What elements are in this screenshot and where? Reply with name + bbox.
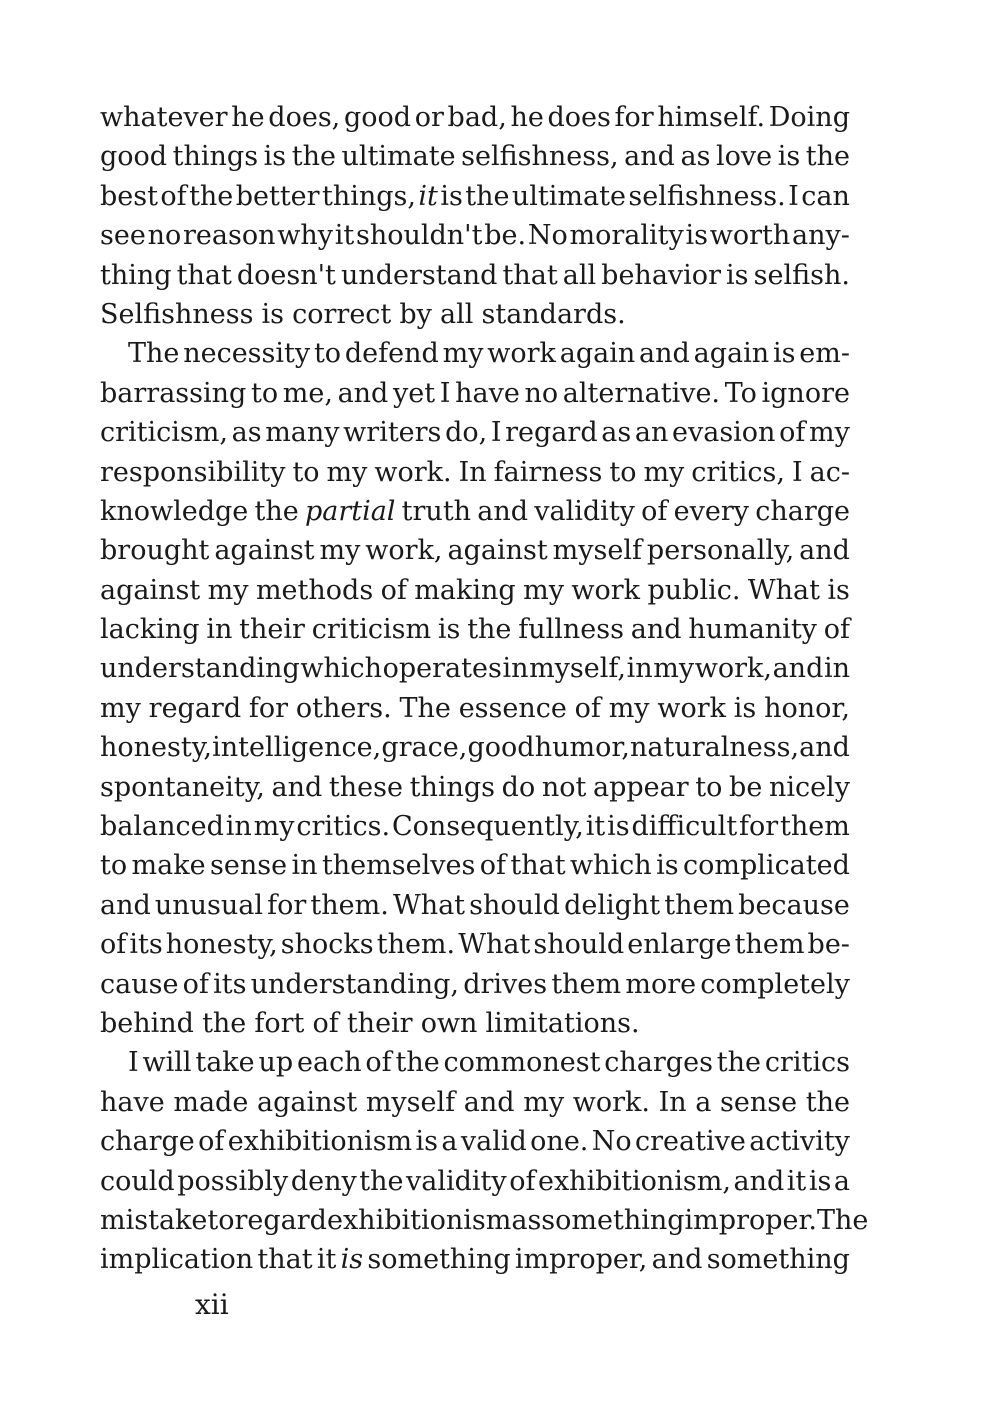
text-line: behind the fort of their own limitations. <box>100 1007 640 1039</box>
text-line: balanced in my critics. Consequently, it is difficult for them <box>100 811 850 843</box>
text-line: lacking in their criticism is the fullness and humanity of <box>100 614 850 646</box>
text-line: brought against my work, against myself personally, and <box>100 535 850 567</box>
text-line: criticism, as many writers do, I regard as an evasion of my <box>100 417 850 449</box>
text-line: could possibly deny the validity of exhibitionism, and it is a <box>100 1165 850 1197</box>
text-line: Selfishness is correct by all standards. <box>100 298 626 330</box>
text-line: whatever he does, good or bad, he does for himself. Doing <box>100 102 850 133</box>
text-line: thing that doesn't understand that all behavior is selfish. <box>100 259 850 291</box>
text-line: understanding which operates in myself, in my work, and in <box>100 653 850 685</box>
text-line: have made against myself and my work. In a sense the <box>100 1086 850 1118</box>
text-line: see no reason why it shouldn't be. No morality is worth any- <box>100 220 850 252</box>
text-line: spontaneity, and these things do not appear to be nicely <box>100 771 850 803</box>
text-line: I will take up each of the commonest charges the critics <box>128 1047 850 1079</box>
text-line: my regard for others. The essence of my work is honor, <box>100 692 850 724</box>
text-line: charge of exhibitionism is a valid one. No creative activity <box>100 1126 850 1158</box>
text-line: to make sense in themselves of that which is complicated <box>100 850 850 882</box>
text-line: best of the better things, it is the ultimate selfishness. I can <box>100 180 850 212</box>
paragraph <box>100 98 850 334</box>
text-line: knowledge the partial truth and validity of every charge <box>100 495 850 527</box>
text-line: of its honesty, shocks them. What should enlarge them be- <box>100 929 850 961</box>
text-line: The necessity to defend my work again and again is em- <box>128 338 850 370</box>
text-line: good things is the ultimate selfishness, and as love is the <box>100 141 850 173</box>
text-line: against my methods of making my work public. What is <box>100 574 850 606</box>
text-line: honesty, intelligence, grace, good humor, naturalness, and <box>100 732 850 764</box>
body-text <box>100 98 869 1280</box>
text-line: barrassing to me, and yet I have no alternative. To ignore <box>100 377 850 409</box>
text-line: cause of its understanding, drives them more completely <box>100 968 850 1000</box>
page-number: xii <box>195 1288 229 1321</box>
paragraph <box>100 334 850 1043</box>
paragraph <box>100 1043 869 1279</box>
text-line: implication that it is something improper, and something <box>100 1244 850 1276</box>
text-line: mistake to regard exhibitionism as something improper. The <box>100 1204 869 1236</box>
text-line: and unusual for them. What should delight them because <box>100 889 850 921</box>
text-line: responsibility to my work. In fairness to my critics, I ac- <box>100 456 850 488</box>
